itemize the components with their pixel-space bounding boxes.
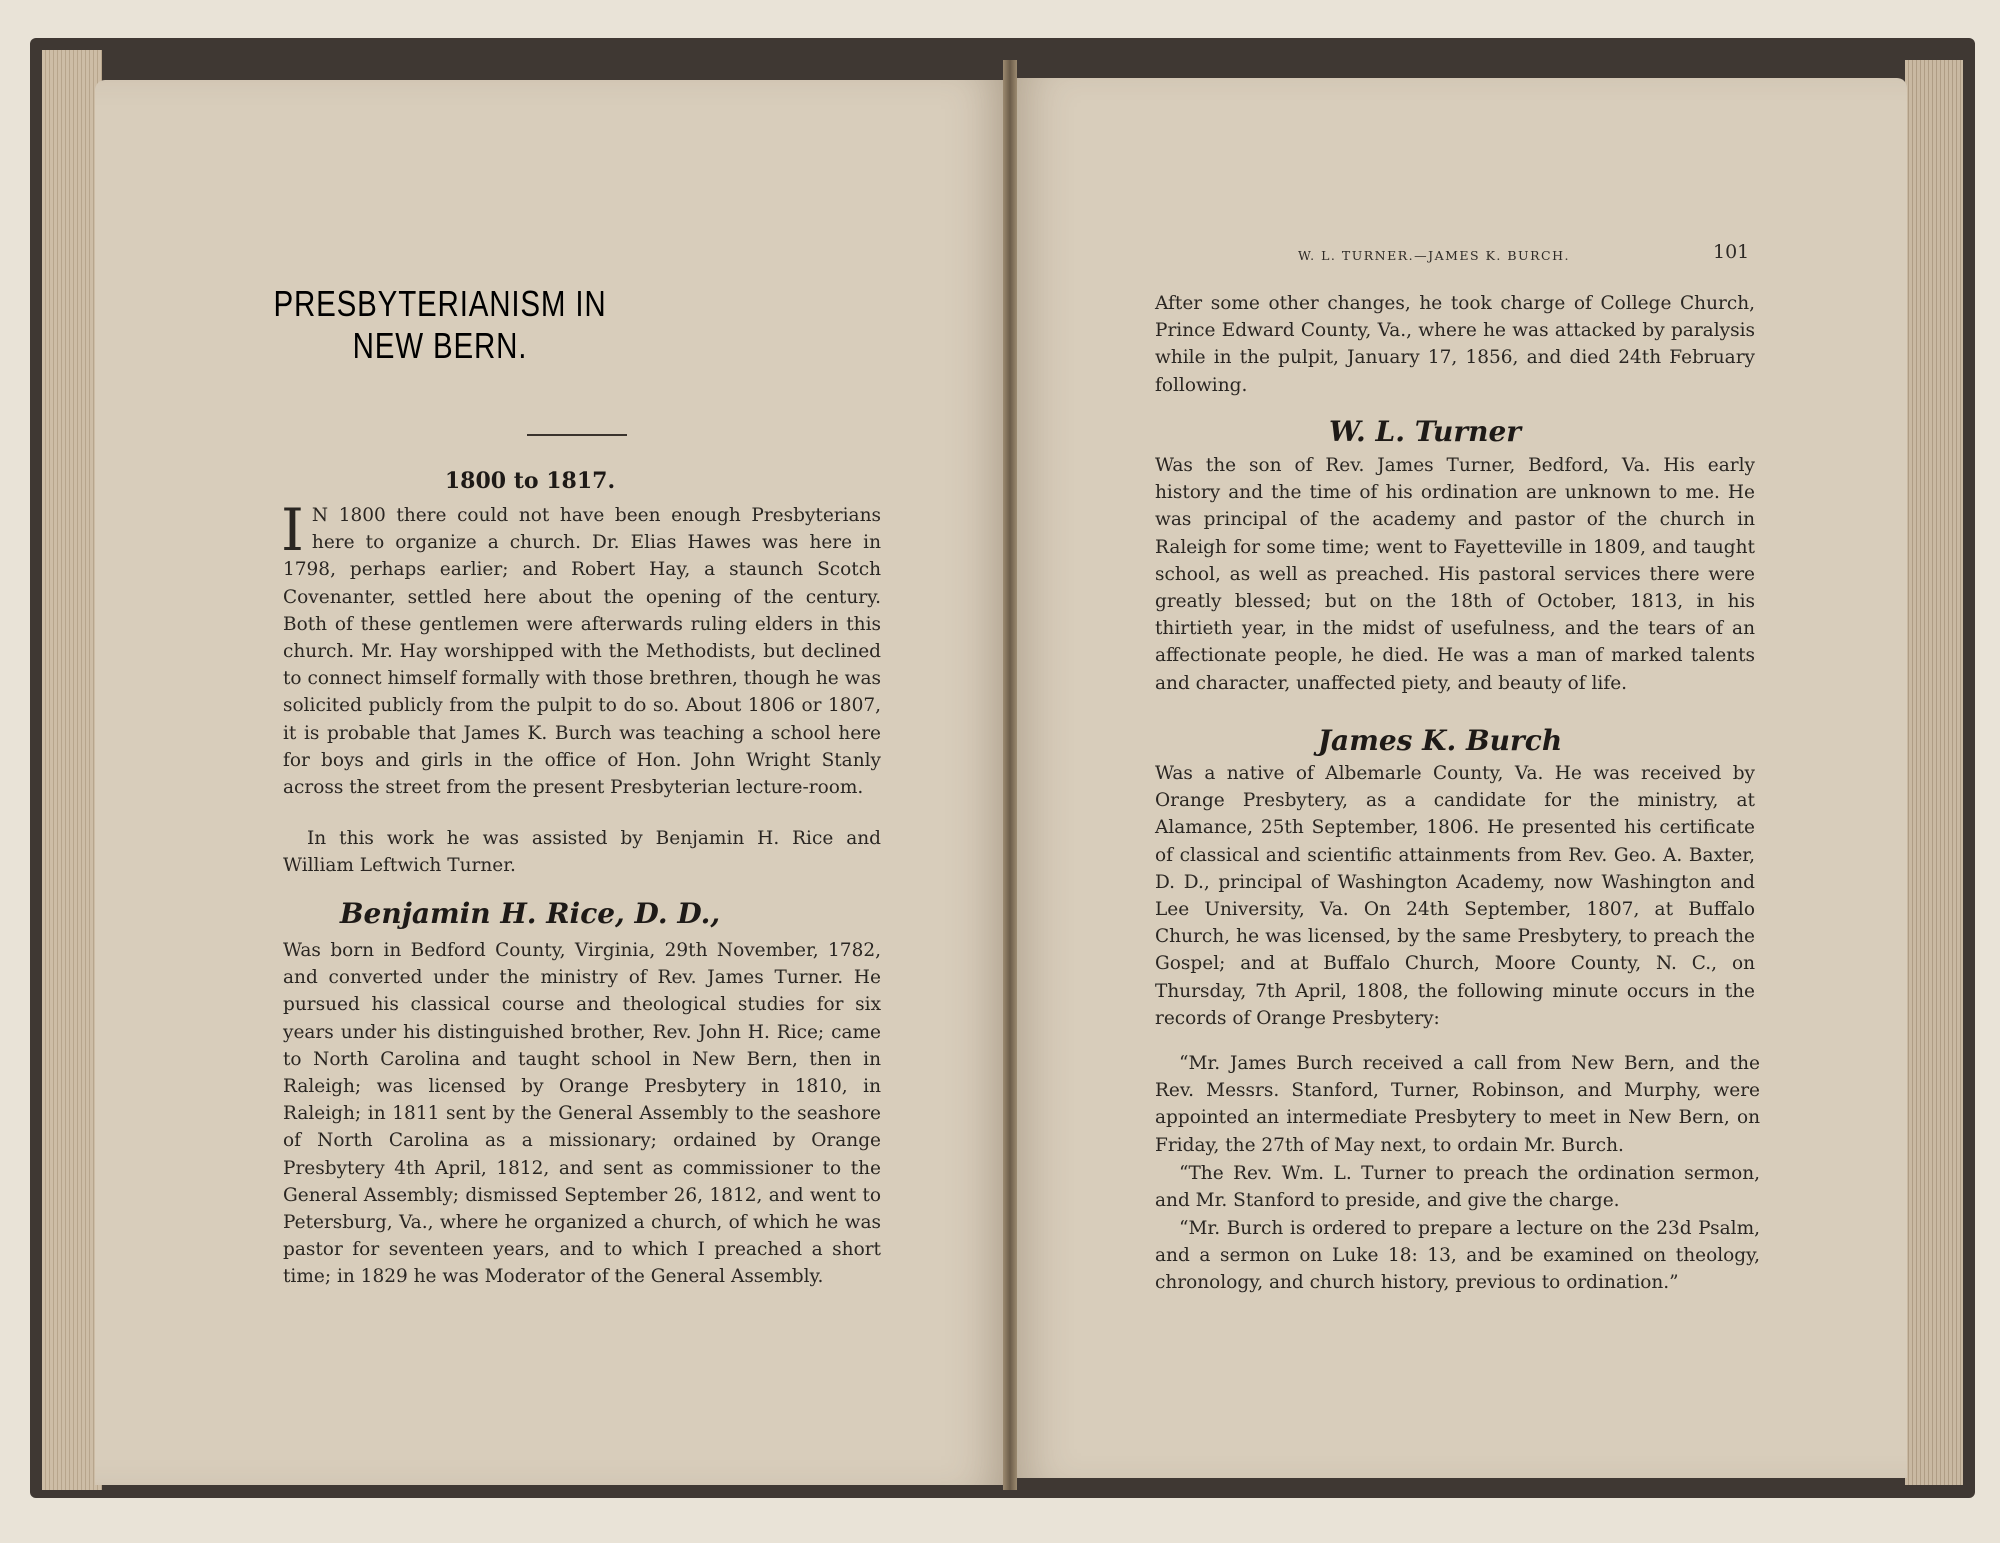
minute-quote-3: “Mr. Burch is ordered to prepare a lecture on the 23d Psalm, and a sermon on Luke 18: 13, and be examined on theology, chronology, and church history, previous to ordination.” — [1155, 1218, 1760, 1294]
running-head: W. L. TURNER.—JAMES K. BURCH. — [1298, 248, 1570, 263]
page-edges-right — [1905, 60, 1963, 1485]
burch-heading: James K. Burch — [1317, 724, 1563, 757]
assist-paragraph: In this work he was assisted by Benjamin H. Rice and William Leftwich Turner. — [283, 828, 881, 877]
minute-quote-2: “The Rev. Wm. L. Turner to preach the ordination sermon, and Mr. Stanford to preside, and give the charge. — [1155, 1163, 1760, 1212]
minute-quote-1: “Mr. James Burch received a call from New Bern, and the Rev. Messrs. Stanford, Turner, Robinson, and Murphy, were appointed an intermediate Presbytery to meet in New Bern, on Friday, the 27th of May next, to ordain Mr. Burch. — [1155, 1053, 1760, 1156]
continuation-paragraph: After some other changes, he took charge of College Church, Prince Edward County, Va., where he was attacked by paralysis while in the pulpit, January 17, 1856, and died 24th February following. — [1155, 293, 1755, 396]
rice-paragraph: Was born in Bedford County, Virginia, 29th November, 1782, and converted under the ministry of Rev. James Turner. He pursued his classical course and theological studies for six years under his distinguished brother, Rev. John H. Rice; came to North Carolina and taught school in New Bern, then in Raleigh; was licensed by Orange Presbytery in 1810, in Raleigh; in 1811 sent by the General Assembly to the seashore of North Carolina as a missionary; ordained by Orange Presbytery 4th April, 1812, and sent as commissioner to the General Assembly; dismissed September 26, 1812, and went to Petersburg, Va., where he organized a church, of which he was pastor for seventeen years, and to which I preached a short time; in 1829 he was Moderator of the General Assembly. — [283, 940, 881, 1288]
turner-paragraph: Was the son of Rev. James Turner, Bedford, Va. His early history and the time of his ordination are unknown to me. He was principal of the academy and pastor of the church in Raleigh for some time; went to Fayetteville in 1809, and taught school, as well as preached. His pastoral services there were greatly blessed; but on the 18th of October, 1813, in his thirtieth year, in the midst of usefulness, and the tears of an affectionate people, he died. He was a man of marked talents and character, unaffected piety, and beauty of life. — [1155, 455, 1755, 694]
page-title: PRESBYTERIANISM IN NEW BERN. — [273, 283, 607, 366]
intro-paragraph — [281, 496, 881, 801]
page-number: 101 — [1713, 241, 1750, 263]
section-heading-years: 1800 to 1817. — [444, 468, 616, 494]
intro-text: N 1800 there could not have been enough Presbyterians here to organize a church. Dr. Elias Hawes was here in 1798, perhaps earlier; and Robert Hay, a staunch Scotch Covenanter, settled here about the opening of the century. Both of these gentlemen were afterwards ruling elders in this church. Mr. Hay worshipped with the Methodists, but declined to connect himself formally with those brethren, though he was solicited publicly from the pulpit to do so. About 1806 or 1807, it is probable that James K. Burch was teaching a school here for boys and girls in the office of Hon. John Wright Stanly across the street from the present Presbyterian lecture-room. — [283, 505, 881, 799]
drop-cap: I — [281, 496, 304, 564]
burch-paragraph: Was a native of Albemarle County, Va. He was received by Orange Presbytery, as a candidate for the ministry, at Alamance, 25th September, 1806. He presented his certificate of classical and scientific attainments from Rev. Geo. A. Baxter, D. D., principal of Washington Academy, now Washington and Lee University, Va. On 24th September, 1807, at Buffalo Church, he was licensed, by the same Presbytery, to preach the Gospel; and at Buffalo Church, Moore County, N. C., on Thursday, 7th April, 1808, the following minute occurs in the records of Orange Presbytery: — [1155, 763, 1755, 1029]
page-edges-left — [42, 50, 102, 1490]
book-gutter — [1003, 60, 1017, 1490]
turner-heading: W. L. Turner — [1328, 415, 1522, 448]
title-divider — [527, 434, 627, 436]
rice-heading: Benjamin H. Rice, D. D., — [339, 897, 721, 930]
